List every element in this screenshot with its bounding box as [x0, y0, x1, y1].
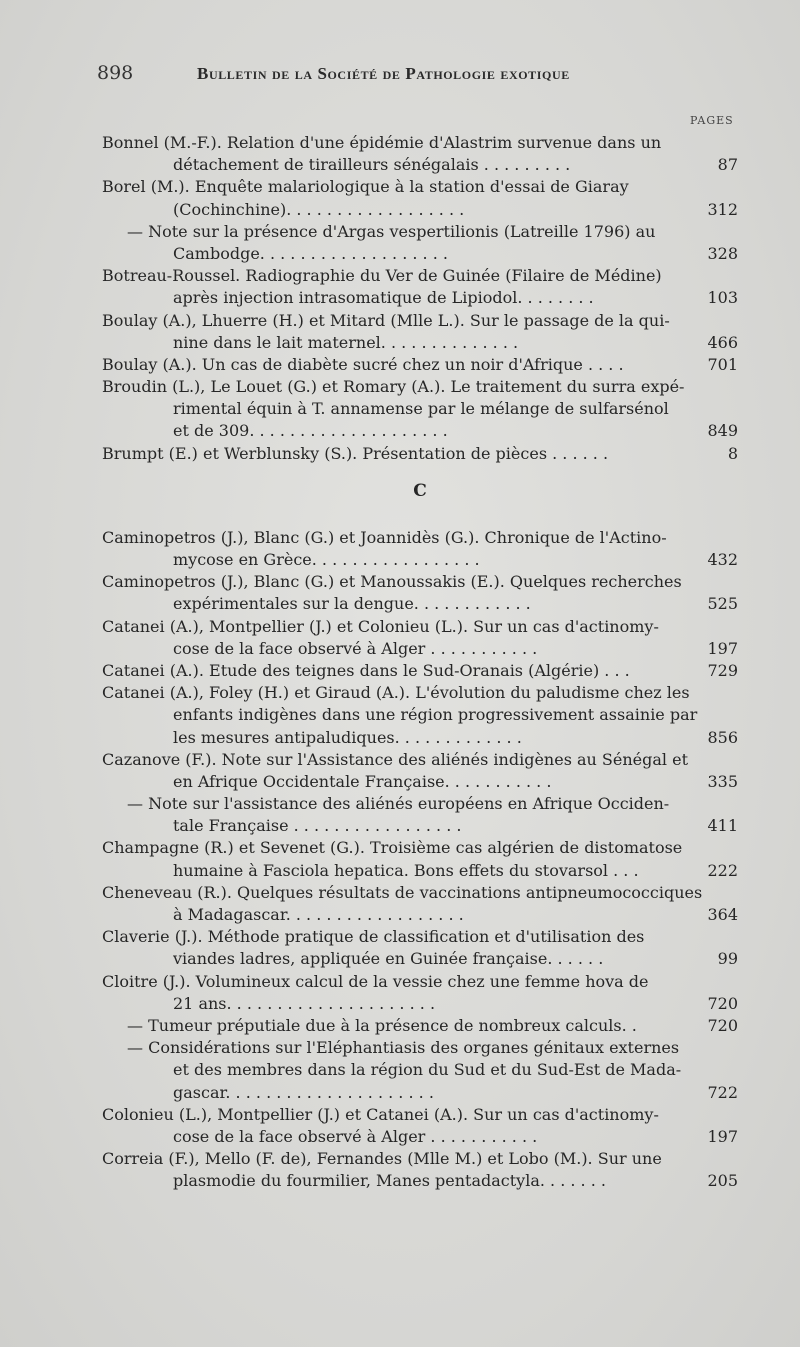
- entry-line: [102, 243, 738, 265]
- entry-line-text: [127, 793, 705, 815]
- entry-line: [102, 1082, 738, 1104]
- entry-text: nine dans le lait maternel. . . . . . . . . . . . . .: [173, 332, 519, 352]
- page-reference: 99: [717, 949, 738, 969]
- entry-line: [102, 132, 738, 154]
- entry-text: Caminopetros (J.), Blanc (G.) et Joannidès (G.). Chronique de l'Actino-: [102, 527, 667, 547]
- entry-line: [102, 398, 738, 420]
- entry-line-text: [102, 926, 705, 948]
- entry-line: [102, 1059, 738, 1081]
- page-reference: 466: [707, 332, 738, 352]
- entry-line: [102, 993, 738, 1015]
- index-entry: [102, 376, 738, 443]
- entry-line-text: [102, 176, 705, 198]
- entry-text: Correia (F.), Mello (F. de), Fernandes (Mlle M.) et Lobo (M.). Sur une: [102, 1149, 662, 1169]
- entry-text: Bonnel (M.-F.). Relation d'une épidémie d'Alastrim survenue dans un: [102, 133, 662, 152]
- entry-line: [102, 1148, 738, 1170]
- entry-line: [102, 154, 738, 176]
- entry-text: les mesures antipaludiques. . . . . . . . . . . . .: [173, 727, 522, 747]
- entry-line: [102, 310, 738, 332]
- entry-line-text: [173, 1170, 705, 1192]
- entry-text: Brumpt (E.) et Werblunsky (S.). Présentation de pièces . . . . . .: [102, 443, 609, 463]
- entry-text: Catanei (A.). Etude des teignes dans le Sud-Oranais (Algérie) . . .: [102, 660, 630, 680]
- index-entry: [102, 1148, 738, 1192]
- entry-line-text: [102, 837, 705, 859]
- page-reference: 8: [727, 443, 738, 463]
- entry-text: Cloitre (J.). Volumineux calcul de la vessie chez une femme hova de: [102, 971, 649, 991]
- entry-line: [102, 443, 738, 465]
- author-index: [0, 132, 800, 1192]
- entry-text: et de 309. . . . . . . . . . . . . . . . . . . .: [173, 421, 448, 441]
- entry-text: Champagne (R.) et Sevenet (G.). Troisième cas algérien de distomatose: [102, 838, 683, 858]
- index-entry: [102, 1015, 738, 1037]
- entry-text: et des membres dans la région du Sud et du Sud-Est de Mada-: [173, 1060, 682, 1080]
- entry-line-text: [127, 1015, 705, 1037]
- index-entry: [102, 793, 738, 837]
- entry-text: 21 ans. . . . . . . . . . . . . . . . . . . . .: [173, 993, 436, 1013]
- page-reference: 328: [707, 243, 738, 263]
- entry-line: [102, 904, 738, 926]
- entry-line: [102, 682, 738, 704]
- running-head: [97, 58, 727, 88]
- entry-line: [102, 660, 738, 682]
- entry-line-text: [102, 354, 705, 376]
- page-reference: 701: [707, 354, 738, 374]
- entry-text: cose de la face observé à Alger . . . . . . . . . . .: [173, 638, 538, 658]
- page-reference: 856: [707, 727, 738, 747]
- entry-line-text: [102, 616, 705, 638]
- entry-line-text: [173, 1082, 705, 1104]
- entry-line-text: [173, 549, 705, 571]
- entry-line-text: [102, 265, 705, 287]
- pages-column-label: PAGES: [690, 114, 734, 127]
- entry-line-text: [173, 398, 705, 420]
- entry-text: Boulay (A.), Lhuerre (H.) et Mitard (Mlle L.). Sur le passage de la qui-: [102, 310, 670, 330]
- entry-line-text: [127, 1037, 705, 1059]
- section-letter-heading: [0, 465, 800, 527]
- entry-line-text: [173, 420, 705, 442]
- entry-line: [102, 704, 738, 726]
- entry-line-text: [173, 243, 705, 265]
- entry-text: plasmodie du fourmilier, Manes pentadactyla. . . . . . .: [173, 1171, 606, 1191]
- entry-text: gascar. . . . . . . . . . . . . . . . . . . . .: [173, 1082, 434, 1102]
- entry-line-text: [173, 199, 705, 221]
- index-entry: [102, 221, 738, 265]
- index-entry: [102, 1104, 738, 1148]
- page-reference: 720: [707, 1015, 738, 1035]
- entry-line-text: [173, 154, 705, 176]
- entry-text: en Afrique Occidentale Française. . . . . . . . . . .: [173, 771, 552, 791]
- page-reference: 411: [707, 816, 738, 836]
- entry-text: après injection intrasomatique de Lipiodol. . . . . . . .: [173, 288, 594, 308]
- index-entry: [102, 310, 738, 354]
- page-reference: 720: [707, 993, 738, 1013]
- index-entry: [102, 527, 738, 571]
- entry-line: [102, 948, 738, 970]
- page-reference: 205: [707, 1171, 738, 1191]
- entry-line-text: [173, 815, 705, 837]
- entry-line: [102, 1170, 738, 1192]
- entry-line: [102, 527, 738, 549]
- index-entry: [102, 176, 738, 220]
- entry-line-text: [173, 993, 705, 1015]
- entry-line-text: [102, 749, 705, 771]
- index-entry: [102, 354, 738, 376]
- entry-text: — Tumeur préputiale due à la présence de nombreux calculs. .: [127, 1015, 637, 1035]
- index-entry: [102, 571, 738, 615]
- entry-line: [102, 1015, 738, 1037]
- page-reference: 525: [707, 594, 738, 614]
- index-entry: [102, 882, 738, 926]
- entry-line-text: [102, 682, 705, 704]
- entry-line-text: [173, 287, 705, 309]
- entry-line: [102, 971, 738, 993]
- entry-line-text: [102, 527, 705, 549]
- entry-text: Caminopetros (J.), Blanc (G.) et Manoussakis (E.). Quelques recherches: [102, 572, 682, 592]
- entry-line: [102, 265, 738, 287]
- entry-line: [102, 354, 738, 376]
- entry-text: Botreau-Roussel. Radiographie du Ver de Guinée (Filaire de Médine): [102, 266, 662, 286]
- index-entry: [102, 660, 738, 682]
- entry-text: tale Française . . . . . . . . . . . . . . . . .: [173, 816, 462, 836]
- page-reference: 729: [707, 660, 738, 680]
- entry-line-text: [102, 443, 705, 465]
- entry-line-text: [102, 132, 705, 154]
- entry-line-text: [102, 571, 705, 593]
- entry-line: [102, 332, 738, 354]
- entry-text: — Note sur l'assistance des aliénés européens en Afrique Occiden-: [127, 794, 670, 814]
- entry-text: Cambodge. . . . . . . . . . . . . . . . . . .: [173, 243, 448, 263]
- entry-line: [102, 420, 738, 442]
- page-reference: 197: [707, 1126, 738, 1146]
- entry-text: expérimentales sur la dengue. . . . . . . . . . . .: [173, 594, 531, 614]
- entry-text: Colonieu (L.), Montpellier (J.) et Catanei (A.). Sur un cas d'actinomy-: [102, 1104, 659, 1124]
- entry-line-text: [173, 727, 705, 749]
- entry-line-text: [102, 310, 705, 332]
- entry-text: humaine à Fasciola hepatica. Bons effets du stovarsol . . .: [173, 860, 639, 880]
- entry-line: [102, 837, 738, 859]
- entry-text: Cazanove (F.). Note sur l'Assistance des aliénés indigènes au Sénégal et: [102, 749, 689, 769]
- entry-line-text: [102, 882, 705, 904]
- entry-line: [102, 199, 738, 221]
- page-reference: 432: [707, 550, 738, 569]
- entry-text: — Note sur la présence d'Argas vespertilionis (Latreille 1796) au: [127, 221, 656, 241]
- entry-line: [102, 638, 738, 660]
- entry-line: [102, 882, 738, 904]
- entry-line: [102, 1104, 738, 1126]
- entry-line: [102, 727, 738, 749]
- entry-line-text: [173, 638, 705, 660]
- entry-line-text: [173, 904, 705, 926]
- page-reference: 722: [707, 1082, 738, 1102]
- entry-text: (Cochinchine). . . . . . . . . . . . . . . . . .: [173, 199, 465, 219]
- page-reference: 222: [707, 860, 738, 880]
- index-entry: [102, 265, 738, 309]
- entry-text: mycose en Grèce. . . . . . . . . . . . . . . . .: [173, 550, 480, 569]
- index-entry: [102, 132, 738, 176]
- entry-line-text: [173, 860, 705, 882]
- entry-line-text: [102, 1148, 705, 1170]
- index-entry: [102, 443, 738, 465]
- entry-text: Broudin (L.), Le Louet (G.) et Romary (A.). Le traitement du surra expé-: [102, 377, 685, 397]
- entry-line-text: [173, 704, 705, 726]
- entry-line-text: [173, 1059, 705, 1081]
- entry-line-text: [173, 1126, 705, 1148]
- entry-text: Boulay (A.). Un cas de diabète sucré chez un noir d'Afrique . . . .: [102, 354, 624, 374]
- entry-line: [102, 616, 738, 638]
- entry-line: [102, 1126, 738, 1148]
- entry-line: [102, 815, 738, 837]
- entry-line: [102, 926, 738, 948]
- entry-text: — Considérations sur l'Eléphantiasis des organes génitaux externes: [127, 1038, 680, 1058]
- entry-line: [102, 771, 738, 793]
- entry-line-text: [173, 771, 705, 793]
- index-entry: [102, 1037, 738, 1104]
- entry-text: enfants indigènes dans une région progressivement assainie par: [173, 705, 698, 725]
- page-reference: 364: [707, 905, 738, 924]
- entry-line-text: [102, 1104, 705, 1126]
- entry-line: [102, 176, 738, 198]
- entry-line-text: [173, 948, 705, 970]
- entry-line: [102, 860, 738, 882]
- entry-line-text: [173, 332, 705, 354]
- entry-text: viandes ladres, appliquée en Guinée française. . . . . .: [173, 949, 604, 969]
- entry-text: rimental équin à T. annamense par le mélange de sulfarsénol: [173, 399, 669, 419]
- entry-line-text: [127, 221, 705, 243]
- index-entry: [102, 971, 738, 1015]
- entry-line-text: [102, 971, 705, 993]
- entry-text: cose de la face observé à Alger . . . . . . . . . . .: [173, 1126, 538, 1146]
- entry-line: [102, 221, 738, 243]
- journal-title: Bulletin de la Société de Pathologie exotique: [197, 64, 570, 83]
- page-reference: 87: [717, 155, 738, 175]
- page-reference: 197: [707, 638, 738, 658]
- entry-line: [102, 287, 738, 309]
- entry-line: [102, 1037, 738, 1059]
- entry-text: Catanei (A.), Foley (H.) et Giraud (A.). L'évolution du paludisme chez les: [102, 683, 690, 703]
- entry-line: [102, 749, 738, 771]
- section-letter: C: [413, 480, 427, 501]
- entry-text: Catanei (A.), Montpellier (J.) et Colonieu (L.). Sur un cas d'actinomy-: [102, 616, 659, 636]
- index-entry: [102, 926, 738, 970]
- entry-line: [102, 793, 738, 815]
- entry-line: [102, 376, 738, 398]
- index-entry: [102, 749, 738, 793]
- entry-line: [102, 593, 738, 615]
- entry-line: [102, 549, 738, 571]
- page-number: 898: [97, 62, 134, 84]
- entry-text: Claverie (J.). Méthode pratique de classification et d'utilisation des: [102, 927, 645, 947]
- entry-line: [102, 571, 738, 593]
- entry-line-text: [102, 660, 705, 682]
- page-reference: 335: [707, 771, 738, 791]
- page-reference: 312: [707, 199, 738, 219]
- entry-text: à Madagascar. . . . . . . . . . . . . . . . . .: [173, 905, 464, 924]
- entry-line-text: [102, 376, 705, 398]
- entry-text: Borel (M.). Enquête malariologique à la station d'essai de Giaray: [102, 177, 629, 197]
- index-entry: [102, 682, 738, 749]
- page-reference: 849: [707, 421, 738, 441]
- entry-line-text: [173, 593, 705, 615]
- entry-text: détachement de tirailleurs sénégalais . . . . . . . . .: [173, 155, 571, 175]
- index-entry: [102, 616, 738, 660]
- index-entry: [102, 837, 738, 881]
- page-reference: 103: [707, 288, 738, 308]
- entry-text: Cheneveau (R.). Quelques résultats de vaccinations antipneumococciques: [102, 882, 703, 902]
